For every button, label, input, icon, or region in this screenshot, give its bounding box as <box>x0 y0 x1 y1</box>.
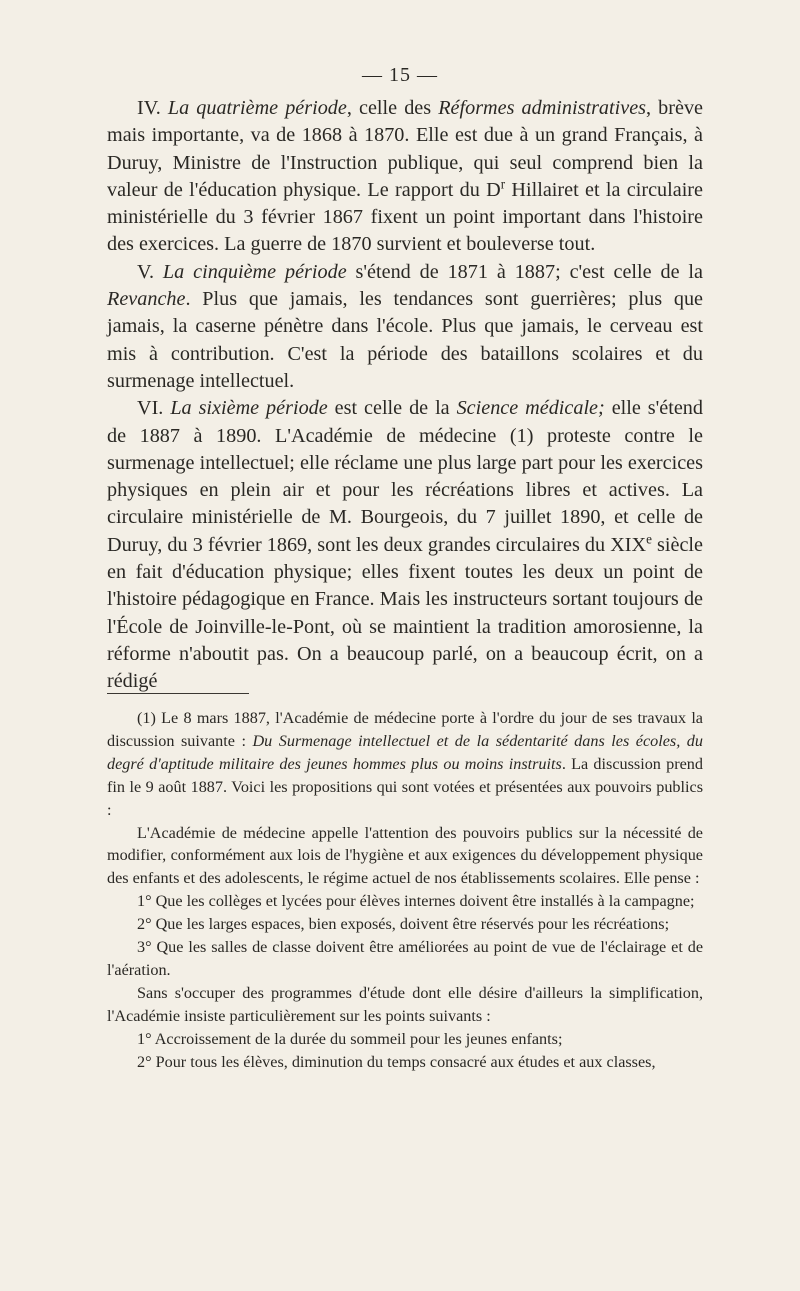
footnote-para: 1° Accroissement de la durée du sommeil pour les jeunes enfants; <box>137 1029 563 1048</box>
emphasis: Du Surmenage intellectuel et de la sédentarité dans les écoles, du degré d'aptitude militaire des jeunes hommes plus ou moins instruits <box>107 731 703 773</box>
text-run: elle s'étend de 1887 à 1890. L'Académie de médecine <box>107 397 703 447</box>
text-run: , brève mais importante, va de 1868 à 1870. Elle est due à un grand Français, à Duruy, Ministre de l'Instruction publique, qui seul comprend bien la valeur de l'éducation physique. Le rapport du D <box>107 97 703 201</box>
footnote-para: 2° Pour tous les élèves, diminution du temps consacré aux études et aux classes, <box>137 1052 656 1071</box>
footnote-para: 3° Que les salles de classe doivent être améliorées au point de vue de l'éclairage et de l'aération. <box>107 938 703 979</box>
footnote-para: L'Académie de médecine appelle l'attention des pouvoirs publics sur la nécessité de modifier, conformément aux lois de l'hygiène et aux exigences du développement physique des enfants et des adolescents, le régime actuel de nos établissements scolaires. Elle pense : <box>107 823 703 888</box>
section-number: IV. <box>137 97 161 119</box>
text-run: est celle de la <box>327 397 457 420</box>
text-run: siècle en fait d'éducation physique; elles fixent toutes les deux un point de l'histoire pédagogique en France. Mais les instructeurs sortant toujours de l'École de Joinville-le-Pont, où se maintient la tradition amorosienne, la réforme n'aboutit pas. On a beaucoup parlé, on a beaucoup écrit, on a rédigé <box>107 533 703 693</box>
footnote-para: 1° Que les collèges et lycées pour élèves internes doivent être installés à la campagne; <box>137 892 695 911</box>
main-text <box>107 95 703 696</box>
section-title: La cinquième période <box>162 260 347 283</box>
superscript: r <box>500 176 506 192</box>
paragraph-period-5 <box>107 259 703 395</box>
page-number: — 15 — <box>362 64 438 86</box>
footnote-para <box>107 707 703 822</box>
paragraph-period-4 <box>107 95 703 259</box>
superscript: e <box>646 531 652 547</box>
text-run: . Plus que jamais, les tendances sont guerrières; plus que jamais, la caserne pénètre dans l'école. Plus que jamais, le cerveau est mis à contribution. C'est la période des bataillons scolaires et du surmenage intellectuel. <box>107 288 703 392</box>
footnote-para: 2° Que les larges espaces, bien exposés, doivent être réservés pour les récréations; <box>137 915 670 934</box>
footnote <box>107 707 703 1074</box>
footnote-divider <box>107 693 249 694</box>
section-number: VI. <box>137 397 164 420</box>
section-title: La quatrième période <box>167 97 347 119</box>
paragraph-period-6 <box>107 395 703 695</box>
text-run: , celle des <box>346 97 439 119</box>
emphasis: Revanche <box>107 288 186 311</box>
emphasis: Réformes administratives <box>438 97 647 119</box>
section-number: V. <box>137 260 155 283</box>
text-run: . La discussion prend fin le 9 août 1887. Voici les propositions qui sont votées et présentées aux pouvoirs publics : <box>107 754 703 819</box>
text-run: proteste contre le surmenage intellectuel; elle réclame une plus large part pour les exercices physiques en plein air et pour les récréations libres et actives. La circulaire ministérielle de M. Bourgeois, du 7 juillet 1890, et celle de Duruy, du 3 février 1869, sont les deux grandes circulaires du XIX <box>107 424 703 556</box>
footnote-para: Sans s'occuper des programmes d'étude dont elle désire d'ailleurs la simplification, l'Académie insiste particulièrement sur les points suivants : <box>107 983 703 1025</box>
text-run: Hillairet et la circulaire ministérielle du 3 février 1867 fixent un point important dans l'histoire des exercices. La guerre de 1870 survient et bouleverse tout. <box>107 178 703 256</box>
footnote-ref: (1) <box>509 424 534 447</box>
footnote-number: (1) <box>137 709 156 727</box>
text-run: Le 8 mars 1887, l'Académie de médecine porte à l'ordre du jour de ses travaux la discussion suivante : <box>107 709 703 750</box>
text-run: s'étend de 1871 à 1887; c'est celle de la <box>346 260 703 283</box>
emphasis: Science médicale; <box>456 397 605 420</box>
section-title: La sixième période <box>170 397 328 420</box>
